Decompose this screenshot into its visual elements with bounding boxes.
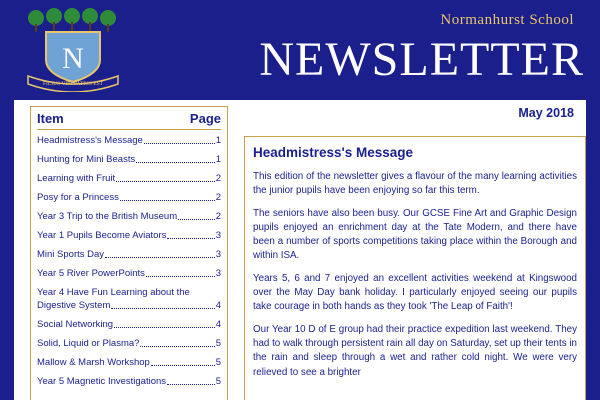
toc-entry-title-line2: Digestive System	[37, 300, 111, 311]
headmistress-article	[244, 136, 586, 400]
toc-leader	[178, 219, 215, 220]
svg-text:N: N	[62, 42, 84, 75]
toc-page-heading: Page	[189, 111, 221, 126]
toc-leader	[146, 276, 215, 277]
article-title: Headmistress's Message	[253, 145, 414, 160]
toc-entry[interactable]	[37, 229, 221, 242]
toc-entry-page: 2	[215, 173, 221, 184]
toc-entry-title: Hunting for Mini Beasts	[37, 154, 136, 165]
toc-entry-line2	[37, 299, 221, 312]
toc-entry-title: Posy for a Princess	[37, 192, 119, 203]
toc-leader	[105, 257, 215, 258]
toc-entry-title: Learning with Fruit	[37, 173, 116, 184]
toc-entry[interactable]	[37, 318, 221, 331]
toc-entry-page: 5	[215, 376, 221, 387]
article-paragraph: This edition of the newsletter gives a flavour of the many learning activities the junior pupils have been enjoying so far this term.	[253, 171, 577, 197]
toc-leader	[116, 181, 215, 182]
frame-right-border	[586, 96, 600, 400]
toc-entry-title: Mini Sports Day	[37, 249, 105, 260]
toc-entry[interactable]	[37, 356, 221, 369]
article-paragraph: Our Year 10 D of E group had their practice expedition last weekend. They had to walk through persistent rain all day on Saturday, set up their tents in the rain and sleep through a wet and rather cold night. We were very relieved to see a brighter	[253, 323, 577, 378]
newsletter-masthead: NEWSLETTER	[259, 33, 584, 86]
toc-entry-page: 5	[215, 357, 221, 368]
toc-leader	[136, 162, 214, 163]
toc-item-heading: Item	[37, 111, 64, 126]
toc-leader	[140, 346, 214, 347]
toc-entry-page: 4	[215, 300, 221, 311]
toc-leader	[111, 308, 214, 309]
toc-header	[37, 111, 221, 130]
toc-entry-title: Year 5 River PowerPoints	[37, 268, 145, 279]
toc-leader	[144, 143, 215, 144]
toc-entry-page: 3	[215, 249, 221, 260]
article-paragraph: The seniors have also been busy. Our GCSE Fine Art and Graphic Design pupils enjoyed an enrichment day at the Tate Modern, and there have been a number of sports competitions taking place within the Borough and within ISA.	[253, 207, 577, 262]
toc-entry-title: Social Networking	[37, 319, 114, 330]
table-of-contents	[30, 106, 228, 400]
toc-entry[interactable]	[37, 172, 221, 185]
toc-entry-title: Year 1 Pupils Become Aviators	[37, 230, 167, 241]
toc-entry-title: Year 5 Magnetic Investigations	[37, 376, 167, 387]
toc-leader	[167, 238, 214, 239]
toc-leader	[120, 200, 215, 201]
toc-entry-page: 3	[215, 268, 221, 279]
toc-entry[interactable]	[37, 191, 221, 204]
toc-entry-page: 4	[215, 319, 221, 330]
toc-entry[interactable]	[37, 134, 221, 147]
toc-entry-page: 5	[215, 338, 221, 349]
toc-entry-page: 2	[215, 192, 221, 203]
toc-entry[interactable]	[37, 286, 221, 312]
toc-leader	[167, 384, 215, 385]
toc-entry[interactable]	[37, 210, 221, 223]
article-paragraph: Years 5, 6 and 7 enjoyed an excellent activities weekend at Kingswood over the May Day bank holiday. I particularly enjoyed seeing our pupils take courage in both hands as they took 'The Leap of Faith'!	[253, 272, 577, 313]
toc-entry[interactable]	[37, 153, 221, 166]
toc-entry[interactable]	[37, 248, 221, 261]
toc-entry-title: Headmistress's Message	[37, 135, 143, 146]
toc-entry[interactable]	[37, 267, 221, 280]
issue-date: May 2018	[518, 106, 574, 120]
school-name: Normanhurst School	[440, 12, 574, 28]
toc-leader	[151, 365, 215, 366]
frame-top-border	[14, 96, 586, 100]
toc-entry-title-line1: Year 4 Have Fun Learning about the	[37, 287, 190, 298]
svg-text:FILIUS VIRI PATRIS EST: FILIUS VIRI PATRIS EST	[42, 81, 104, 87]
school-crest-icon	[14, 4, 132, 92]
toc-entry-title: Year 3 Trip to the British Museum	[37, 211, 178, 222]
toc-entry[interactable]	[37, 375, 221, 388]
toc-entry-page: 1	[215, 154, 221, 165]
toc-entry-page: 1	[215, 135, 221, 146]
frame-left-border	[0, 96, 14, 400]
toc-entry-title: Mallow & Marsh Workshop	[37, 357, 150, 368]
toc-entry-title: Solid, Liquid or Plasma?	[37, 338, 140, 349]
toc-leader	[114, 327, 215, 328]
newsletter-header	[0, 0, 600, 96]
toc-entry-page: 2	[215, 211, 221, 222]
toc-entry[interactable]	[37, 337, 221, 350]
toc-entry-page: 3	[215, 230, 221, 241]
